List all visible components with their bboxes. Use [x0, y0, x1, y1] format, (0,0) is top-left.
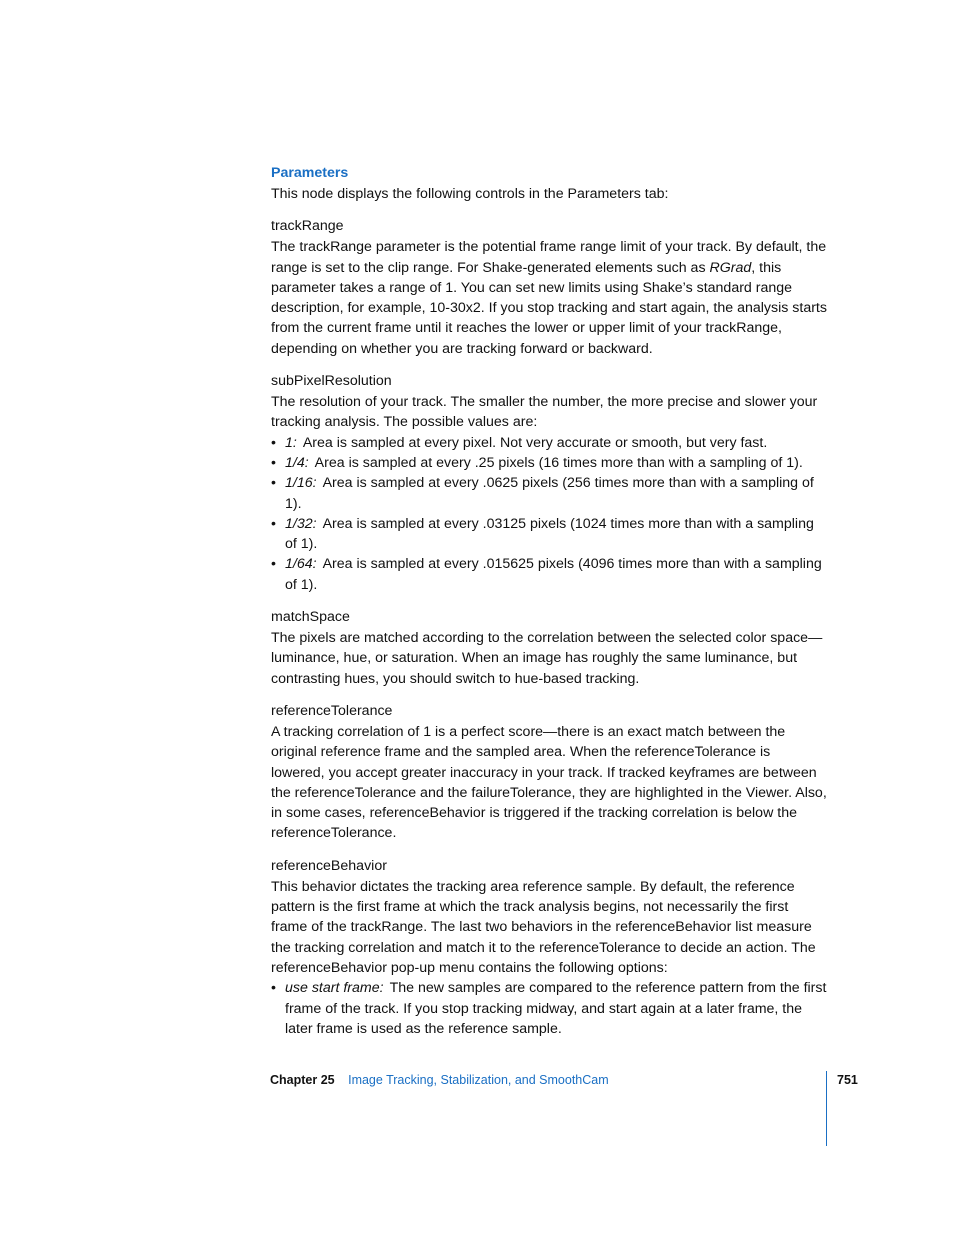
bullet-icon: •	[271, 475, 276, 492]
chapter-title-link[interactable]: Image Tracking, Stabilization, and SmoothCam	[348, 1073, 609, 1087]
param-description: The pixels are matched according to the correlation between the selected color space—luminance, hue, or saturation. When an image has roughly the same luminance, but contrasting hues, you should switch to hue-based tracking.	[271, 630, 823, 687]
list-description: Area is sampled at every .0625 pixels (256 times more than with a sampling of 1).	[285, 475, 814, 512]
page-content	[271, 162, 827, 1051]
param-description: This behavior dictates the tracking area reference sample. By default, the reference pattern is the first frame at which the track analysis begins, not necessarily the first frame of the trackRange. The last two behaviors in the referenceBehavior list measure the tracking correlation and match it to the referenceTolerance to decide an action. The referenceBehavior pop-up menu contains the following options:	[271, 878, 816, 976]
value-list	[271, 433, 827, 595]
param-trackrange	[271, 216, 827, 359]
list-term: 1/64:	[285, 556, 317, 573]
param-description: A tracking correlation of 1 is a perfect score—there is an exact match between the original reference frame and the sampled area. When the referenceTolerance is lowered, you accept greater inaccuracy in your track. If tracked keyframes are between the referenceTolerance and the failureTolerance, they are highlighted in the Viewer. Also, in some cases, referenceBehavior is triggered if the tracking correlation is below the referenceTolerance.	[271, 723, 827, 842]
list-term: 1:	[285, 434, 297, 451]
list-description: Area is sampled at every .03125 pixels (1024 times more than with a sampling of 1).	[285, 515, 814, 553]
list-description: The new samples are compared to the reference pattern from the first frame of the track. If you stop tracking midway, and start again at a later frame, the later frame is used as the reference sample.	[285, 980, 827, 1037]
param-matchspace	[271, 607, 827, 689]
param-name: trackRange	[271, 218, 344, 235]
bullet-icon: •	[271, 556, 276, 573]
intro-text: This node displays the following controls in the Parameters tab:	[271, 186, 669, 202]
bullet-icon: •	[271, 434, 276, 451]
list-description: Area is sampled at every .25 pixels (16 times more than with a sampling of 1).	[314, 454, 803, 471]
param-name: referenceBehavior	[271, 857, 387, 874]
page-footer	[270, 1071, 609, 1089]
description-part: The trackRange parameter is the potential frame range limit of your track. By default, the range is set to the clip range. For Shake-generated elements such as	[271, 239, 827, 276]
option-list	[271, 978, 827, 1039]
list-term: 1/4:	[285, 454, 309, 471]
chapter-label: Chapter 25	[270, 1073, 335, 1087]
list-item	[271, 514, 827, 555]
param-subpixelresolution	[271, 371, 827, 595]
list-term: use start frame:	[285, 980, 384, 997]
list-term: 1/16:	[285, 475, 317, 492]
param-name: subPixelResolution	[271, 373, 392, 390]
list-description: Area is sampled at every .015625 pixels (4096 times more than with a sampling of 1).	[285, 556, 822, 593]
list-item	[271, 433, 827, 453]
param-referencebehavior	[271, 856, 827, 1039]
list-item	[271, 978, 827, 1039]
page-number: 751	[837, 1073, 858, 1087]
list-item	[271, 473, 827, 514]
list-item	[271, 554, 827, 595]
list-item	[271, 453, 827, 473]
list-description: Area is sampled at every pixel. Not very accurate or smooth, but very fast.	[302, 434, 768, 451]
italic-term: RGrad	[709, 259, 752, 276]
bullet-icon: •	[271, 454, 276, 471]
description-part: , this parameter takes a range of 1. You can set new limits using Shake’s standard range description, for example, 10-30x2. If you stop tracking and start again, the analysis starts from the current frame until it reaches the lower or upper limit of your trackRange, depending on whether you are tracking forward or backward.	[271, 259, 827, 357]
param-name: referenceTolerance	[271, 702, 393, 719]
footer-divider	[826, 1071, 827, 1146]
bullet-icon: •	[271, 515, 276, 532]
list-term: 1/32:	[285, 515, 317, 532]
section-title: Parameters	[271, 165, 349, 181]
bullet-icon: •	[271, 980, 276, 997]
param-description: The resolution of your track. The smaller the number, the more precise and slower your tracking analysis. The possible values are:	[271, 394, 818, 431]
param-description	[271, 237, 827, 359]
param-name: matchSpace	[271, 609, 350, 626]
param-referencetolerance	[271, 701, 827, 844]
